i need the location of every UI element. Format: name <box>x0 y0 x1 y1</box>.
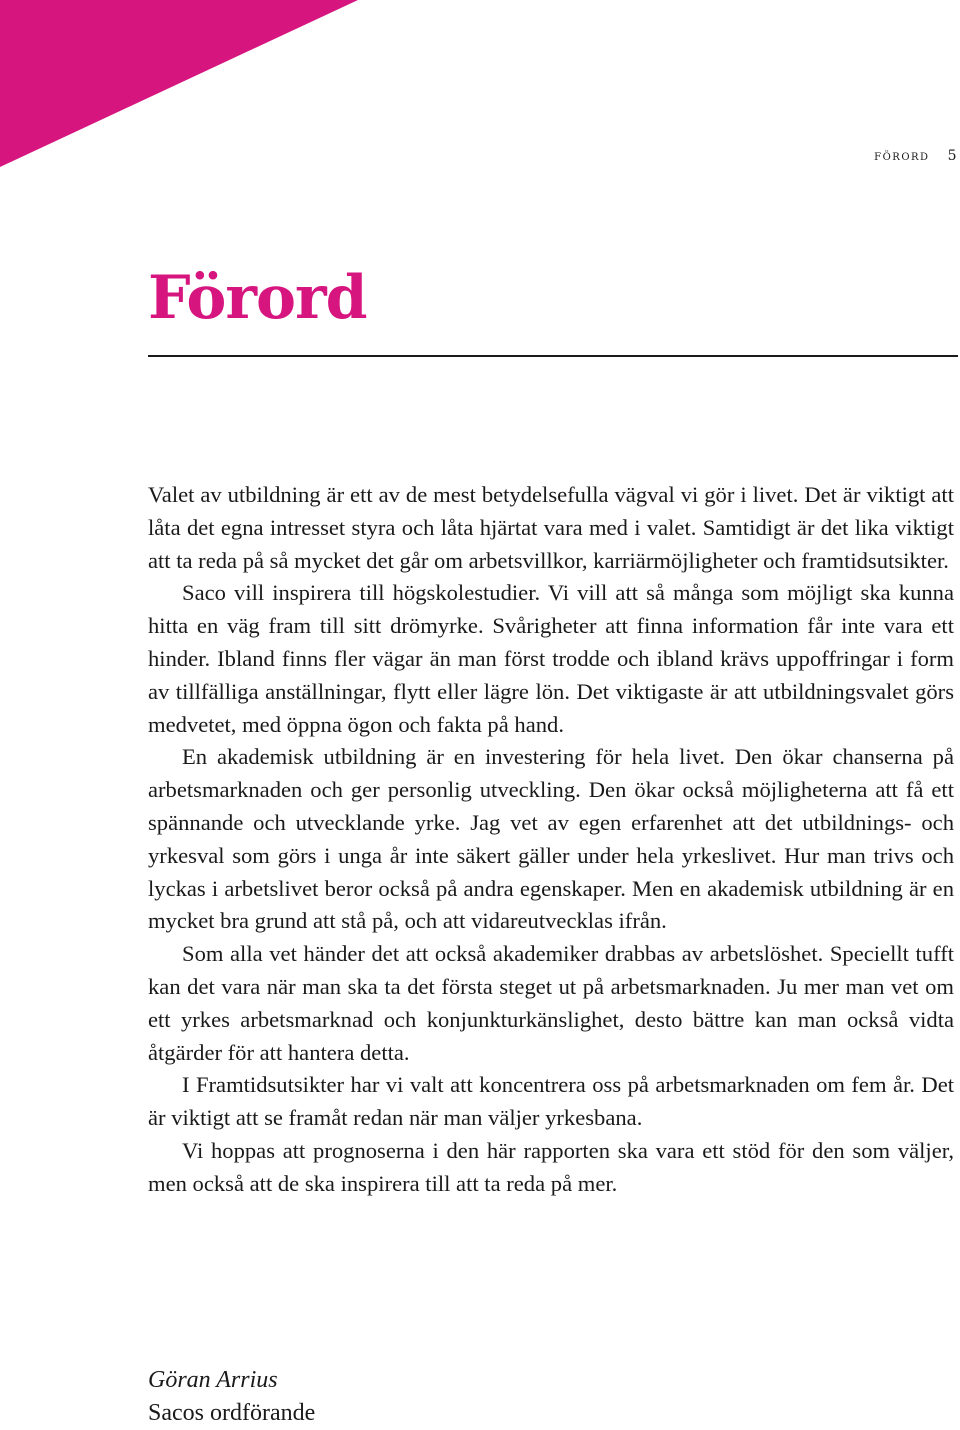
body-text <box>148 479 954 1201</box>
paragraph-3: En akademisk utbildning är en investering för hela livet. Den ökar chanserna på arbetsmarknaden och ger personlig utveckling. Den ökar också möjligheterna att få ett spännande och utvecklande yrke. Jag vet av egen erfarenhet att det utbildnings- och yrkesval som görs i unga år inte säkert gäller under hela yrkeslivet. Hur man trivs och lyckas i arbetslivet beror också på andra egenskaper. Men en akademisk utbildning är en mycket bra grund att stå på, och att vidareutvecklas ifrån. <box>148 744 954 934</box>
running-header-section: förord <box>874 148 930 164</box>
page-number: 5 <box>947 148 958 164</box>
paragraph-5: I Framtidsutsikter har vi valt att koncentrera oss på arbetsmarknaden om fem år. Det är viktigt att se framåt redan när man väljer yrkesbana. <box>148 1072 954 1131</box>
running-header <box>874 148 958 164</box>
paragraph-2: Saco vill inspirera till högskolestudier. Vi vill att så många som möjligt ska kunna hitta en väg fram till sitt drömyrke. Svårigheter att finna information får inte vara ett hinder. Ibland finns fler vägar än man först trodde och ibland krävs uppoffringar i form av tillfälliga anställningar, flytt eller lägre lön. Det viktigaste är att utbildningsvalet görs medvetet, med öppna ögon och fakta på hand. <box>148 580 954 737</box>
signature-name: Göran Arrius <box>148 1367 278 1393</box>
signature-role: Sacos ordförande <box>148 1400 316 1426</box>
paragraph-6: Vi hoppas att prognoserna i den här rapporten ska vara ett stöd för den som väljer, men också att de ska inspirera till att ta reda på mer. <box>148 1137 954 1196</box>
corner-triangle-decoration <box>0 0 360 170</box>
signature <box>148 1364 315 1430</box>
title-divider <box>148 355 958 357</box>
page-title: Förord <box>148 263 367 333</box>
paragraph-1: Valet av utbildning är ett av de mest betydelsefulla vägval vi gör i livet. Det är viktigt att låta det egna intresset styra och låta hjärtat vara med i valet. Samtidigt är det lika viktigt att ta reda på så mycket det går om arbetsvillkor, karriärmöjligheter och framtidsutsikter. <box>148 482 954 573</box>
paragraph-4: Som alla vet händer det att också akademiker drabbas av arbetslöshet. Speciellt tufft kan det vara när man ska ta det första steget ut på arbetsmarknaden. Ju mer man vet om ett yrkes arbetsmarknad och konjunkturkänslighet, desto bättre kan man också vidta åtgärder för att hantera detta. <box>148 941 954 1065</box>
